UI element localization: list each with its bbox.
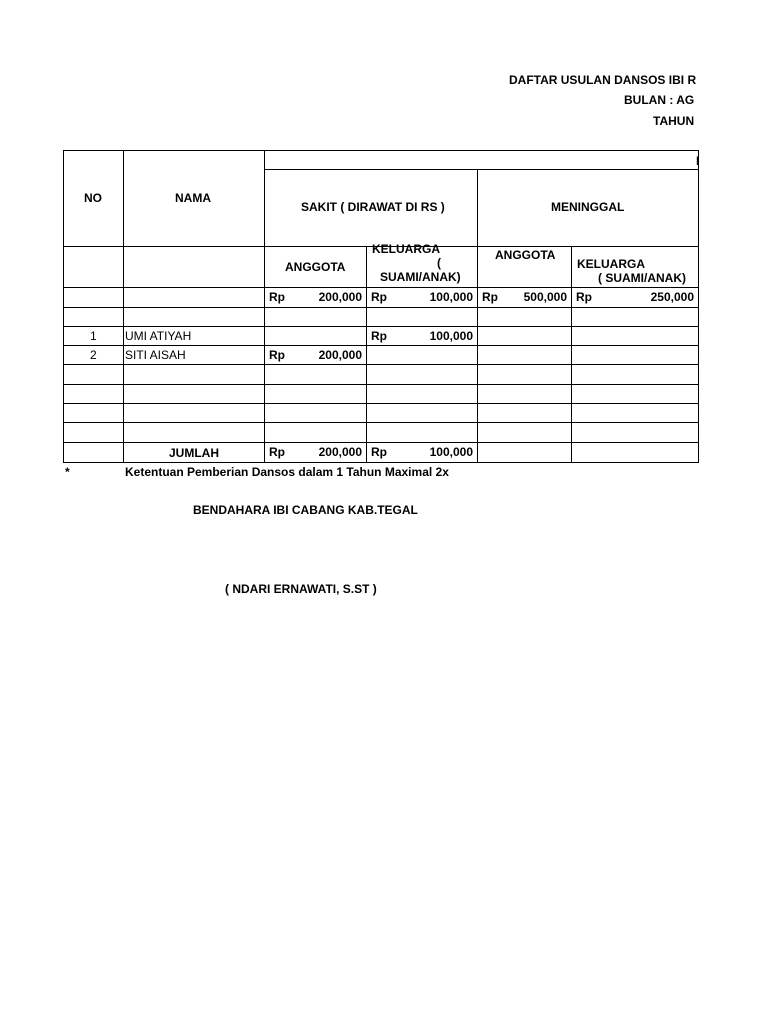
amount: 100,000 [429,445,473,459]
currency-label: Rp [482,290,498,304]
row-sakit-keluarga [367,329,477,343]
currency-label: Rp [269,348,285,362]
group-header-meninggal: MENINGGAL [551,200,625,214]
table-border-bottom [63,462,699,463]
col-divider-no [123,150,124,463]
amount: 250,000 [650,290,694,304]
col-divider-group [477,169,478,463]
total-label: JUMLAH [169,446,219,460]
column-header-no: NO [84,191,102,205]
row-line [63,422,699,423]
group-header-sakit: SAKIT ( DIRAWAT DI RS ) [301,200,445,214]
amount: 200,000 [318,445,362,459]
subheader-sakit-anggota: ANGGOTA [285,260,346,274]
rate-sakit-keluarga [367,290,477,304]
row-nama: SITI AISAH [125,348,186,362]
amount: 500,000 [523,290,567,304]
document-year: TAHUN [653,114,695,128]
currency-label: Rp [269,445,285,459]
total-sakit-keluarga [367,445,477,459]
currency-label: Rp [371,290,387,304]
subheader-sakit-keluarga-detail: SUAMI/ANAK) [380,270,461,284]
rate-sakit-anggota [265,290,366,304]
rate-meninggal-keluarga [572,290,698,304]
table-border-left [63,150,64,463]
group-header-line [264,169,699,170]
document-title: DAFTAR USULAN DANSOS IBI R [509,73,697,87]
row-no: 1 [90,329,97,343]
rate-meninggal-anggota [478,290,571,304]
subheader-meninggal-anggota: ANGGOTA [495,248,556,262]
row-line [63,403,699,404]
currency-label: Rp [576,290,592,304]
table-border-right [698,150,699,463]
currency-label: Rp [269,290,285,304]
document-month: BULAN : AG [624,93,695,107]
row-line [63,442,699,443]
total-sakit-anggota [265,445,366,459]
subheader-meninggal-keluarga: KELUARGA [577,257,645,271]
row-line [63,345,699,346]
group-header-fragment: I [696,154,700,168]
currency-label: Rp [371,329,387,343]
rates-line [63,307,699,308]
note-marker: * [65,465,70,479]
subheader-sakit-keluarga: KELUARGA [372,242,440,256]
row-no: 2 [90,348,97,362]
amount: 100,000 [429,329,473,343]
amount: 100,000 [429,290,473,304]
note-text: Ketentuan Pemberian Dansos dalam 1 Tahun Maximal 2x [125,465,449,479]
row-line [63,364,699,365]
amount: 200,000 [318,290,362,304]
row-sakit-anggota [265,348,366,362]
column-header-nama: NAMA [175,191,211,205]
col-divider-meninggal [571,246,572,463]
row-line [63,384,699,385]
table-border-top [63,150,699,151]
row-line [63,326,699,327]
col-divider-nama [264,150,265,463]
amount: 200,000 [318,348,362,362]
col-divider-sakit [366,246,367,463]
signature-name: ( NDARI ERNAWATI, S.ST ) [225,582,377,596]
currency-label: Rp [371,445,387,459]
subheader-line [63,287,699,288]
subheader-meninggal-keluarga-detail: ( SUAMI/ANAK) [598,271,686,285]
row-nama: UMI ATIYAH [125,329,192,343]
signature-title: BENDAHARA IBI CABANG KAB.TEGAL [193,503,418,517]
subheader-sakit-keluarga-paren: ( [437,256,441,270]
